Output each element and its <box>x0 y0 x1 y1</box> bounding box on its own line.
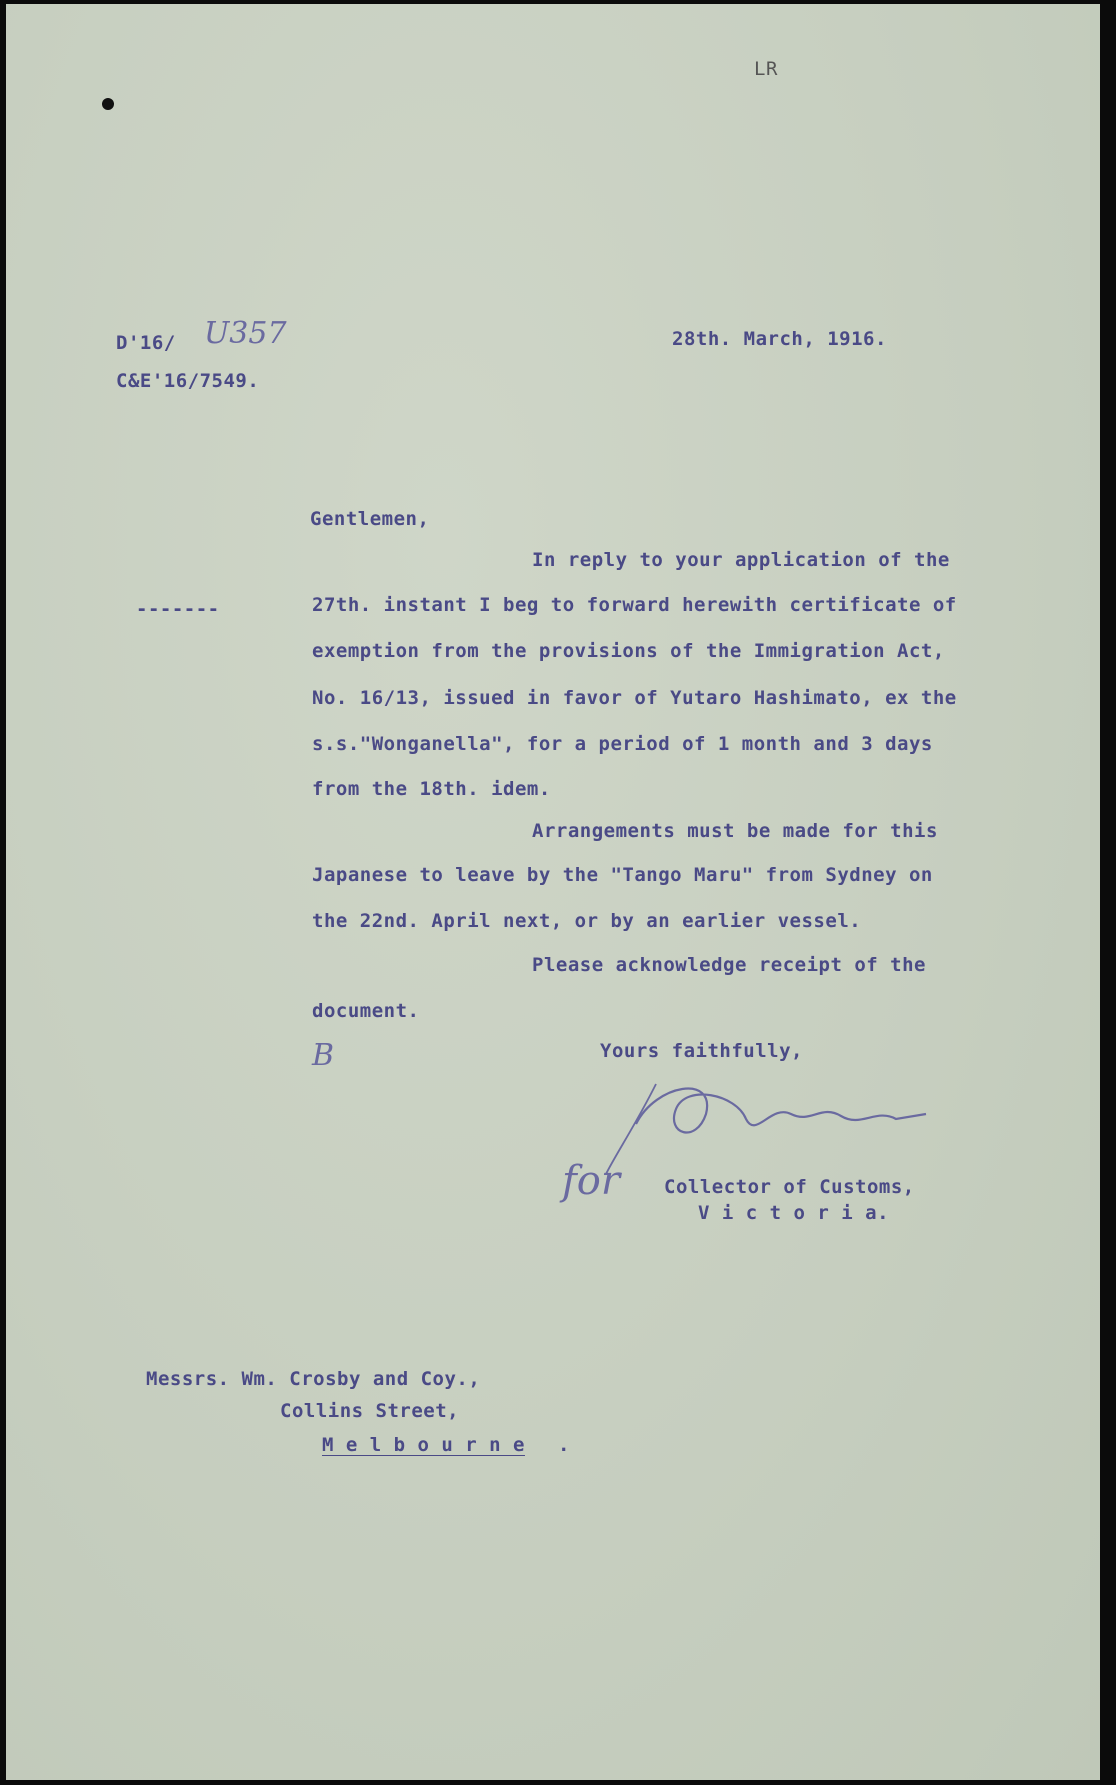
signature-place: V i c t o r i a. <box>698 1202 890 1224</box>
bullet-mark <box>102 98 114 110</box>
addressee-line-2: Collins Street, <box>280 1400 460 1422</box>
body-line-6: from the 18th. idem. <box>312 778 551 800</box>
signature-mark <box>596 1064 986 1174</box>
addressee-city: M e l b o u r n e <box>322 1434 525 1456</box>
initial-handwritten: B <box>312 1038 335 1073</box>
addressee-line-1: Messrs. Wm. Crosby and Coy., <box>146 1368 481 1390</box>
closing: Yours faithfully, <box>600 1040 803 1062</box>
body-line-7: Arrangements must be made for this <box>532 820 938 842</box>
letter-date: 28th. March, 1916. <box>672 328 887 350</box>
header-mark: LR <box>754 58 778 80</box>
reference-number: D'16/ <box>116 332 176 354</box>
signature-title: Collector of Customs, <box>664 1176 915 1198</box>
body-line-10: Please acknowledge receipt of the <box>532 954 926 976</box>
reference-handwritten: U357 <box>204 316 287 351</box>
body-line-11: document. <box>312 1000 420 1022</box>
margin-dashes: ------- <box>136 598 220 620</box>
body-line-5: s.s."Wonganella", for a period of 1 month and 3 days <box>312 733 933 755</box>
body-line-2: 27th. instant I beg to forward herewith certificate of <box>312 594 957 616</box>
body-line-4: No. 16/13, issued in favor of Yutaro Hashimato, ex the <box>312 687 957 709</box>
addressee-city-period: . <box>558 1434 570 1456</box>
file-reference: C&E'16/7549. <box>116 370 260 392</box>
body-line-8: Japanese to leave by the "Tango Maru" from Sydney on <box>312 864 933 886</box>
body-line-1: In reply to your application of the <box>532 549 950 571</box>
body-line-9: the 22nd. April next, or by an earlier vessel. <box>312 910 862 932</box>
letter-page <box>6 4 1100 1780</box>
signature-for: for <box>562 1158 621 1204</box>
salutation: Gentlemen, <box>310 508 430 530</box>
body-line-3: exemption from the provisions of the Immigration Act, <box>312 640 945 662</box>
